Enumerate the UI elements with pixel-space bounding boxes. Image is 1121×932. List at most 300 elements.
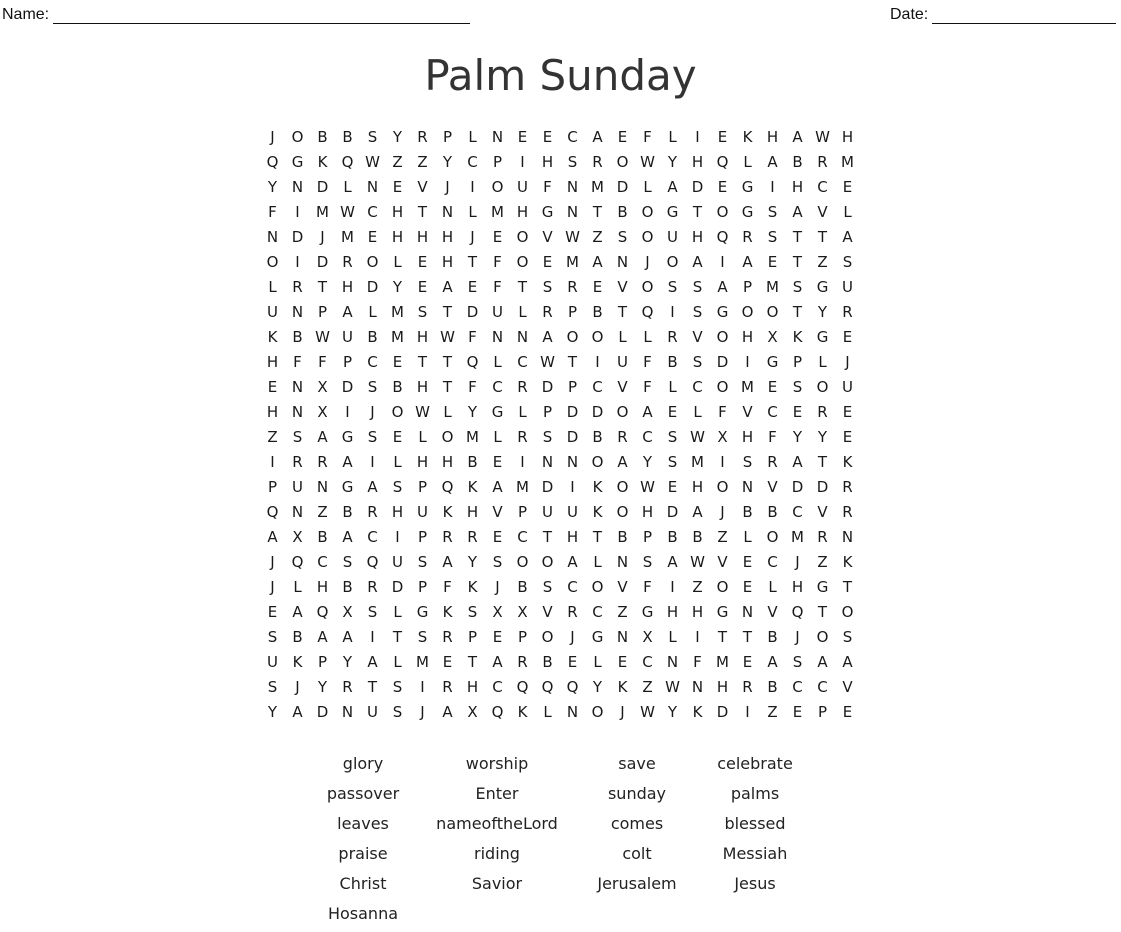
grid-letter[interactable]: O xyxy=(716,577,729,596)
grid-letter[interactable]: H xyxy=(691,227,704,246)
grid-letter[interactable]: G xyxy=(291,152,304,171)
grid-letter[interactable]: W xyxy=(640,477,655,496)
grid-letter[interactable]: V xyxy=(817,202,828,221)
grid-letter[interactable]: J xyxy=(570,627,575,646)
grid-letter[interactable]: H xyxy=(691,477,704,496)
grid-letter[interactable]: O xyxy=(541,627,554,646)
grid-letter[interactable]: H xyxy=(391,202,404,221)
grid-letter[interactable]: F xyxy=(493,252,502,271)
grid-letter[interactable]: I xyxy=(520,452,525,471)
date-input-line[interactable] xyxy=(932,7,1116,24)
grid-letter[interactable]: E xyxy=(467,277,478,296)
grid-letter[interactable]: W xyxy=(690,427,705,446)
grid-letter[interactable]: O xyxy=(541,552,554,571)
grid-letter[interactable]: D xyxy=(366,277,379,296)
grid-letter[interactable]: K xyxy=(442,502,453,521)
grid-letter[interactable]: J xyxy=(620,702,625,721)
grid-letter[interactable]: Y xyxy=(267,177,278,196)
grid-letter[interactable]: C xyxy=(767,402,778,421)
grid-letter[interactable]: S xyxy=(392,477,403,496)
grid-letter[interactable]: B xyxy=(767,677,778,696)
grid-letter[interactable]: W xyxy=(815,127,830,146)
grid-letter[interactable]: R xyxy=(817,152,828,171)
grid-letter[interactable]: Q xyxy=(291,552,304,571)
grid-letter[interactable]: K xyxy=(592,477,603,496)
grid-letter[interactable]: X xyxy=(767,327,778,346)
grid-letter[interactable]: G xyxy=(816,277,829,296)
grid-letter[interactable]: O xyxy=(641,277,654,296)
grid-letter[interactable]: M xyxy=(466,427,479,446)
grid-letter[interactable]: D xyxy=(666,502,679,521)
grid-letter[interactable]: G xyxy=(341,477,354,496)
grid-letter[interactable]: S xyxy=(367,377,378,396)
grid-letter[interactable]: O xyxy=(616,402,629,421)
grid-letter[interactable]: K xyxy=(317,152,328,171)
grid-letter[interactable]: V xyxy=(692,327,703,346)
grid-letter[interactable]: O xyxy=(441,427,454,446)
grid-letter[interactable]: M xyxy=(766,277,779,296)
date-field[interactable] xyxy=(890,4,1116,24)
grid-letter[interactable]: S xyxy=(367,427,378,446)
grid-letter[interactable]: R xyxy=(542,302,553,321)
grid-letter[interactable]: Y xyxy=(467,552,478,571)
grid-letter[interactable]: N xyxy=(291,502,304,521)
grid-letter[interactable]: N xyxy=(291,302,304,321)
grid-letter[interactable]: N xyxy=(566,452,579,471)
grid-letter[interactable]: E xyxy=(617,652,628,671)
grid-letter[interactable]: G xyxy=(666,202,679,221)
grid-letter[interactable]: B xyxy=(367,327,378,346)
grid-letter[interactable]: Z xyxy=(417,152,428,171)
grid-letter[interactable]: Y xyxy=(667,702,678,721)
grid-letter[interactable]: D xyxy=(391,577,404,596)
grid-letter[interactable]: I xyxy=(295,202,300,221)
grid-letter[interactable]: R xyxy=(442,527,453,546)
grid-letter[interactable]: P xyxy=(517,627,528,646)
grid-letter[interactable]: Q xyxy=(466,352,479,371)
grid-letter[interactable]: Z xyxy=(317,502,328,521)
grid-letter[interactable]: Q xyxy=(641,302,654,321)
grid-letter[interactable]: B xyxy=(742,502,753,521)
grid-letter[interactable]: S xyxy=(492,552,503,571)
grid-letter[interactable]: L xyxy=(493,427,502,446)
grid-letter[interactable]: A xyxy=(617,452,628,471)
grid-letter[interactable]: O xyxy=(591,452,604,471)
grid-letter[interactable]: A xyxy=(792,202,803,221)
grid-letter[interactable]: N xyxy=(291,377,304,396)
grid-letter[interactable]: U xyxy=(342,327,353,346)
grid-letter[interactable]: K xyxy=(292,652,303,671)
grid-letter[interactable]: I xyxy=(720,252,725,271)
grid-letter[interactable]: B xyxy=(467,452,478,471)
grid-letter[interactable]: E xyxy=(542,252,553,271)
grid-letter[interactable]: S xyxy=(542,277,553,296)
grid-letter[interactable]: J xyxy=(270,577,275,596)
grid-letter[interactable]: V xyxy=(742,402,753,421)
grid-letter[interactable]: K xyxy=(842,552,853,571)
grid-letter[interactable]: J xyxy=(420,702,425,721)
grid-letter[interactable]: P xyxy=(742,277,753,296)
grid-letter[interactable]: D xyxy=(291,227,304,246)
grid-letter[interactable]: K xyxy=(467,577,478,596)
grid-letter[interactable]: E xyxy=(417,277,428,296)
grid-letter[interactable]: T xyxy=(317,277,328,296)
grid-letter[interactable]: R xyxy=(817,402,828,421)
grid-letter[interactable]: H xyxy=(391,227,404,246)
grid-letter[interactable]: H xyxy=(766,127,779,146)
grid-letter[interactable]: S xyxy=(692,302,703,321)
grid-letter[interactable]: T xyxy=(842,577,853,596)
grid-letter[interactable]: D xyxy=(541,477,554,496)
grid-letter[interactable]: V xyxy=(417,177,428,196)
grid-letter[interactable]: Q xyxy=(366,552,379,571)
grid-letter[interactable]: L xyxy=(418,427,427,446)
grid-letter[interactable]: R xyxy=(342,677,353,696)
grid-letter[interactable]: O xyxy=(716,202,729,221)
grid-letter[interactable]: D xyxy=(816,477,829,496)
grid-letter[interactable]: I xyxy=(370,627,375,646)
grid-letter[interactable]: S xyxy=(617,227,628,246)
grid-letter[interactable]: N xyxy=(691,677,704,696)
grid-letter[interactable]: E xyxy=(792,402,803,421)
grid-letter[interactable]: E xyxy=(842,402,853,421)
grid-letter[interactable]: T xyxy=(392,627,403,646)
grid-letter[interactable]: H xyxy=(541,152,554,171)
grid-letter[interactable]: C xyxy=(592,602,603,621)
grid-letter[interactable]: R xyxy=(842,302,853,321)
grid-letter[interactable]: O xyxy=(641,202,654,221)
grid-letter[interactable]: E xyxy=(442,652,453,671)
grid-letter[interactable]: C xyxy=(467,152,478,171)
grid-letter[interactable]: R xyxy=(617,427,628,446)
grid-letter[interactable]: B xyxy=(292,627,303,646)
grid-letter[interactable]: L xyxy=(368,302,377,321)
grid-letter[interactable]: R xyxy=(342,252,353,271)
grid-letter[interactable]: J xyxy=(295,677,300,696)
grid-letter[interactable]: P xyxy=(417,577,428,596)
grid-letter[interactable]: A xyxy=(492,652,503,671)
grid-letter[interactable]: L xyxy=(668,627,677,646)
grid-letter[interactable]: T xyxy=(742,627,753,646)
grid-letter[interactable]: O xyxy=(766,527,779,546)
grid-letter[interactable]: O xyxy=(591,702,604,721)
grid-letter[interactable]: M xyxy=(491,202,504,221)
grid-letter[interactable]: B xyxy=(792,152,803,171)
grid-letter[interactable]: I xyxy=(695,127,700,146)
grid-letter[interactable]: L xyxy=(593,652,602,671)
grid-letter[interactable]: C xyxy=(592,377,603,396)
grid-letter[interactable]: S xyxy=(267,627,278,646)
grid-letter[interactable]: E xyxy=(792,702,803,721)
grid-letter[interactable]: A xyxy=(792,452,803,471)
name-input-line[interactable] xyxy=(53,7,470,24)
grid-letter[interactable]: H xyxy=(466,677,479,696)
grid-letter[interactable]: E xyxy=(767,252,778,271)
grid-letter[interactable]: F xyxy=(268,202,277,221)
grid-letter[interactable]: S xyxy=(792,377,803,396)
grid-letter[interactable]: T xyxy=(817,452,828,471)
grid-letter[interactable]: C xyxy=(692,377,703,396)
grid-letter[interactable]: N xyxy=(516,327,529,346)
grid-letter[interactable]: Z xyxy=(817,252,828,271)
grid-letter[interactable]: R xyxy=(467,527,478,546)
grid-letter[interactable]: E xyxy=(492,452,503,471)
grid-letter[interactable]: W xyxy=(640,152,655,171)
grid-letter[interactable]: S xyxy=(367,127,378,146)
grid-letter[interactable]: M xyxy=(716,652,729,671)
grid-letter[interactable]: H xyxy=(416,327,429,346)
grid-letter[interactable]: W xyxy=(340,202,355,221)
grid-letter[interactable]: I xyxy=(470,177,475,196)
grid-letter[interactable]: R xyxy=(292,277,303,296)
grid-letter[interactable]: H xyxy=(791,177,804,196)
grid-letter[interactable]: L xyxy=(843,202,852,221)
grid-letter[interactable]: X xyxy=(292,527,303,546)
grid-letter[interactable]: H xyxy=(716,677,729,696)
grid-letter[interactable]: L xyxy=(293,577,302,596)
grid-letter[interactable]: T xyxy=(592,527,603,546)
grid-letter[interactable]: Z xyxy=(267,427,278,446)
grid-letter[interactable]: L xyxy=(393,252,402,271)
grid-letter[interactable]: Y xyxy=(392,277,403,296)
grid-letter[interactable]: B xyxy=(592,427,603,446)
grid-letter[interactable]: O xyxy=(841,602,854,621)
grid-letter[interactable]: I xyxy=(670,577,675,596)
grid-letter[interactable]: N xyxy=(491,127,504,146)
grid-letter[interactable]: I xyxy=(570,477,575,496)
grid-letter[interactable]: S xyxy=(542,427,553,446)
grid-letter[interactable]: B xyxy=(667,352,678,371)
grid-letter[interactable]: T xyxy=(567,352,578,371)
grid-letter[interactable]: X xyxy=(492,602,503,621)
grid-letter[interactable]: U xyxy=(517,177,528,196)
grid-letter[interactable]: E xyxy=(742,652,753,671)
grid-letter[interactable]: S xyxy=(792,652,803,671)
grid-letter[interactable]: Y xyxy=(317,677,328,696)
grid-letter[interactable]: I xyxy=(695,627,700,646)
grid-letter[interactable]: P xyxy=(492,152,503,171)
grid-letter[interactable]: A xyxy=(642,402,653,421)
grid-letter[interactable]: H xyxy=(441,252,454,271)
grid-letter[interactable]: O xyxy=(641,227,654,246)
grid-letter[interactable]: V xyxy=(617,577,628,596)
grid-letter[interactable]: O xyxy=(516,552,529,571)
grid-letter[interactable]: L xyxy=(693,402,702,421)
grid-letter[interactable]: W xyxy=(665,677,680,696)
grid-letter[interactable]: Y xyxy=(667,152,678,171)
grid-letter[interactable]: R xyxy=(567,602,578,621)
grid-letter[interactable]: L xyxy=(268,277,277,296)
grid-letter[interactable]: K xyxy=(442,602,453,621)
grid-letter[interactable]: R xyxy=(367,502,378,521)
grid-letter[interactable]: E xyxy=(842,702,853,721)
grid-letter[interactable]: C xyxy=(367,352,378,371)
grid-letter[interactable]: U xyxy=(292,477,303,496)
grid-letter[interactable]: C xyxy=(492,377,503,396)
grid-letter[interactable]: F xyxy=(468,327,477,346)
grid-letter[interactable]: O xyxy=(616,477,629,496)
grid-letter[interactable]: P xyxy=(567,302,578,321)
grid-letter[interactable]: I xyxy=(395,527,400,546)
grid-letter[interactable]: G xyxy=(716,602,729,621)
grid-letter[interactable]: A xyxy=(592,252,603,271)
grid-letter[interactable]: J xyxy=(320,227,325,246)
grid-letter[interactable]: N xyxy=(266,227,279,246)
grid-letter[interactable]: S xyxy=(392,677,403,696)
grid-letter[interactable]: Z xyxy=(692,577,703,596)
grid-letter[interactable]: N xyxy=(316,477,329,496)
grid-letter[interactable]: F xyxy=(318,352,327,371)
grid-letter[interactable]: A xyxy=(442,552,453,571)
grid-letter[interactable]: A xyxy=(667,552,678,571)
grid-letter[interactable]: G xyxy=(816,327,829,346)
grid-letter[interactable]: A xyxy=(292,602,303,621)
grid-letter[interactable]: O xyxy=(516,252,529,271)
grid-letter[interactable]: B xyxy=(767,502,778,521)
grid-letter[interactable]: D xyxy=(316,177,329,196)
grid-letter[interactable]: Q xyxy=(716,152,729,171)
grid-letter[interactable]: E xyxy=(267,602,278,621)
grid-letter[interactable]: L xyxy=(493,352,502,371)
grid-letter[interactable]: F xyxy=(718,402,727,421)
grid-letter[interactable]: R xyxy=(817,527,828,546)
grid-letter[interactable]: S xyxy=(417,552,428,571)
grid-letter[interactable]: B xyxy=(317,527,328,546)
grid-letter[interactable]: S xyxy=(567,152,578,171)
grid-letter[interactable]: O xyxy=(716,377,729,396)
grid-letter[interactable]: Q xyxy=(566,677,579,696)
grid-letter[interactable]: T xyxy=(442,352,453,371)
grid-letter[interactable]: S xyxy=(642,552,653,571)
grid-letter[interactable]: P xyxy=(517,502,528,521)
grid-letter[interactable]: X xyxy=(467,702,478,721)
grid-letter[interactable]: D xyxy=(341,377,354,396)
grid-letter[interactable]: N xyxy=(616,627,629,646)
grid-letter[interactable]: O xyxy=(616,502,629,521)
name-field[interactable] xyxy=(2,4,470,24)
grid-letter[interactable]: H xyxy=(391,502,404,521)
grid-letter[interactable]: Y xyxy=(392,127,403,146)
grid-letter[interactable]: E xyxy=(617,127,628,146)
grid-letter[interactable]: P xyxy=(442,127,453,146)
grid-letter[interactable]: Q xyxy=(716,227,729,246)
grid-letter[interactable]: T xyxy=(792,302,803,321)
grid-letter[interactable]: T xyxy=(792,252,803,271)
grid-letter[interactable]: R xyxy=(517,652,528,671)
grid-letter[interactable]: F xyxy=(468,377,477,396)
grid-letter[interactable]: K xyxy=(267,327,278,346)
grid-letter[interactable]: L xyxy=(668,377,677,396)
grid-letter[interactable]: W xyxy=(640,702,655,721)
grid-letter[interactable]: H xyxy=(516,202,529,221)
grid-letter[interactable]: I xyxy=(770,177,775,196)
grid-letter[interactable]: E xyxy=(392,177,403,196)
grid-letter[interactable]: A xyxy=(667,177,678,196)
grid-letter[interactable]: K xyxy=(592,502,603,521)
grid-letter[interactable]: Q xyxy=(541,677,554,696)
grid-letter[interactable]: P xyxy=(267,477,278,496)
grid-letter[interactable]: M xyxy=(391,302,404,321)
grid-letter[interactable]: H xyxy=(641,502,654,521)
grid-letter[interactable]: E xyxy=(367,227,378,246)
grid-letter[interactable]: H xyxy=(266,352,279,371)
grid-letter[interactable]: H xyxy=(691,152,704,171)
grid-letter[interactable]: H xyxy=(666,602,679,621)
grid-letter[interactable]: Z xyxy=(392,152,403,171)
grid-letter[interactable]: V xyxy=(767,602,778,621)
grid-letter[interactable]: Q xyxy=(441,477,454,496)
grid-letter[interactable]: E xyxy=(742,552,753,571)
grid-letter[interactable]: P xyxy=(417,527,428,546)
grid-letter[interactable]: T xyxy=(517,277,528,296)
grid-letter[interactable]: J xyxy=(795,552,800,571)
grid-letter[interactable]: S xyxy=(767,227,778,246)
grid-letter[interactable]: G xyxy=(716,302,729,321)
grid-letter[interactable]: L xyxy=(443,402,452,421)
grid-letter[interactable]: I xyxy=(295,252,300,271)
grid-letter[interactable]: A xyxy=(792,127,803,146)
grid-letter[interactable]: E xyxy=(492,627,503,646)
grid-letter[interactable]: B xyxy=(617,202,628,221)
grid-letter[interactable]: T xyxy=(367,677,378,696)
grid-letter[interactable]: A xyxy=(367,652,378,671)
grid-letter[interactable]: R xyxy=(417,127,428,146)
grid-letter[interactable]: W xyxy=(690,552,705,571)
grid-letter[interactable]: H xyxy=(341,277,354,296)
grid-letter[interactable]: B xyxy=(592,302,603,321)
grid-letter[interactable]: R xyxy=(367,577,378,596)
grid-letter[interactable]: U xyxy=(842,277,853,296)
grid-letter[interactable]: M xyxy=(416,652,429,671)
grid-letter[interactable]: V xyxy=(817,502,828,521)
grid-letter[interactable]: J xyxy=(445,177,450,196)
grid-letter[interactable]: R xyxy=(292,452,303,471)
grid-letter[interactable]: N xyxy=(441,202,454,221)
grid-letter[interactable]: A xyxy=(317,427,328,446)
grid-letter[interactable]: A xyxy=(442,702,453,721)
grid-letter[interactable]: Q xyxy=(516,677,529,696)
grid-letter[interactable]: L xyxy=(393,652,402,671)
grid-letter[interactable]: A xyxy=(542,327,553,346)
grid-letter[interactable]: Q xyxy=(341,152,354,171)
grid-letter[interactable]: X xyxy=(642,627,653,646)
grid-letter[interactable]: Q xyxy=(266,152,279,171)
grid-letter[interactable]: A xyxy=(692,502,703,521)
grid-letter[interactable]: U xyxy=(492,302,503,321)
grid-letter[interactable]: C xyxy=(817,177,828,196)
grid-letter[interactable]: M xyxy=(691,452,704,471)
grid-letter[interactable]: B xyxy=(342,502,353,521)
grid-letter[interactable]: I xyxy=(420,677,425,696)
grid-letter[interactable]: I xyxy=(345,402,350,421)
grid-letter[interactable]: Q xyxy=(266,502,279,521)
grid-letter[interactable]: L xyxy=(743,152,752,171)
grid-letter[interactable]: T xyxy=(717,627,728,646)
grid-letter[interactable]: N xyxy=(291,177,304,196)
grid-letter[interactable]: T xyxy=(467,252,478,271)
grid-letter[interactable]: O xyxy=(666,252,679,271)
grid-letter[interactable]: A xyxy=(342,627,353,646)
grid-letter[interactable]: W xyxy=(565,227,580,246)
grid-letter[interactable]: W xyxy=(365,152,380,171)
grid-letter[interactable]: D xyxy=(541,377,554,396)
grid-letter[interactable]: O xyxy=(766,302,779,321)
grid-letter[interactable]: J xyxy=(270,552,275,571)
grid-letter[interactable]: V xyxy=(542,227,553,246)
grid-letter[interactable]: L xyxy=(468,202,477,221)
grid-letter[interactable]: L xyxy=(393,602,402,621)
grid-letter[interactable]: N xyxy=(616,552,629,571)
